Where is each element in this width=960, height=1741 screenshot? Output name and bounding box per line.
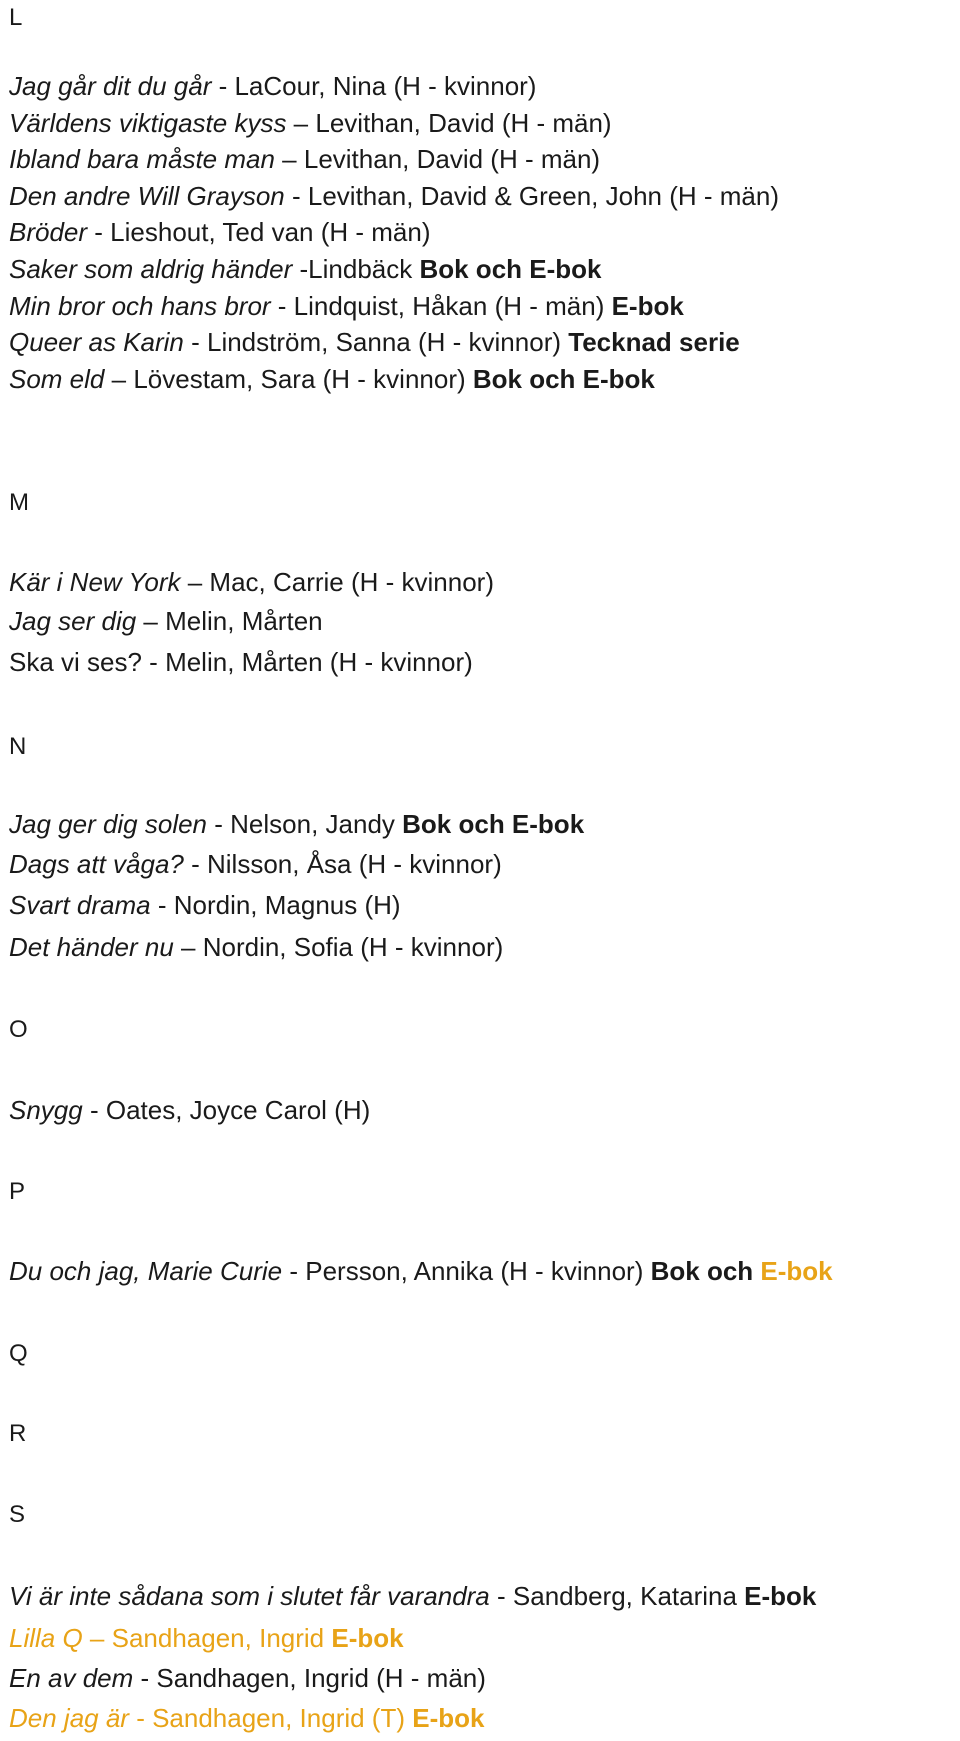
- format-label: E-bok: [412, 1703, 485, 1733]
- list-item: [9, 566, 494, 598]
- author: Nordin, Magnus (H): [173, 890, 401, 920]
- list-item: [9, 216, 431, 248]
- book-title: Den jag är: [9, 1703, 129, 1733]
- book-title: Jag går dit du går: [9, 71, 212, 101]
- separator: -: [183, 327, 207, 357]
- author: Lindström, Sanna (H - kvinnor): [206, 327, 562, 357]
- section-heading-r: R: [9, 1420, 27, 1447]
- book-title: Dags att våga?: [9, 849, 184, 879]
- separator: -: [211, 71, 235, 101]
- format-label: Bok och E-bok: [472, 364, 655, 394]
- author: Melin, Mårten (H - kvinnor): [165, 647, 473, 677]
- separator: -: [207, 809, 231, 839]
- book-title: Jag ser dig: [9, 606, 137, 636]
- list-item: [9, 290, 684, 322]
- separator: -: [82, 1095, 106, 1125]
- book-title: Världens viktigaste kyss: [9, 108, 287, 138]
- list-item: [9, 1580, 816, 1612]
- section-heading-m: M: [9, 489, 29, 516]
- list-item: [9, 1662, 486, 1694]
- separator: –: [180, 567, 210, 597]
- format-label: Tecknad serie: [568, 327, 740, 357]
- list-item: [9, 1094, 370, 1126]
- format-label-highlight: E-bok: [760, 1256, 833, 1286]
- separator: –: [104, 364, 134, 394]
- list-item: [9, 931, 503, 963]
- list-item: [9, 646, 473, 678]
- format-label: E-bok: [611, 291, 684, 321]
- separator: –: [82, 1623, 112, 1653]
- format-label: Bok och: [650, 1256, 754, 1286]
- separator: -: [150, 890, 174, 920]
- separator: –: [274, 144, 304, 174]
- separator: -: [128, 1703, 153, 1733]
- author: LaCour, Nina (H - kvinnor): [234, 71, 537, 101]
- author: Levithan, David (H - män): [303, 144, 601, 174]
- list-item: [9, 889, 401, 921]
- list-item: [9, 848, 502, 880]
- section-heading-q: Q: [9, 1340, 28, 1367]
- book-title: Min bror och hans bror: [9, 291, 271, 321]
- separator: -: [141, 647, 166, 677]
- book-title: Svart drama: [9, 890, 151, 920]
- section-heading-s: S: [9, 1501, 26, 1528]
- format-label: Bok och E-bok: [419, 254, 602, 284]
- list-item: [9, 253, 601, 285]
- author: Sandhagen, Ingrid (T): [152, 1703, 406, 1733]
- separator: -: [282, 1256, 306, 1286]
- separator: -: [489, 1581, 513, 1611]
- format-label: Bok och E-bok: [402, 809, 585, 839]
- list-item-highlighted: [9, 1702, 484, 1734]
- book-title: Den andre Will Grayson: [9, 181, 285, 211]
- author: Lieshout, Ted van (H - män): [110, 217, 431, 247]
- list-item: [9, 605, 323, 637]
- separator: -: [133, 1663, 157, 1693]
- book-title: Som eld: [9, 364, 105, 394]
- author: Sandhagen, Ingrid: [111, 1623, 325, 1653]
- list-item: [9, 363, 655, 395]
- book-title: Lilla Q: [9, 1623, 83, 1653]
- separator: -: [292, 254, 309, 284]
- book-title: Queer as Karin: [9, 327, 184, 357]
- separator: -: [87, 217, 111, 247]
- list-item-highlighted: [9, 1622, 404, 1654]
- separator: –: [173, 932, 203, 962]
- author: Persson, Annika (H - kvinnor): [305, 1256, 644, 1286]
- author: Nordin, Sofia (H - kvinnor): [202, 932, 504, 962]
- list-item: [9, 70, 536, 102]
- list-item: [9, 808, 584, 840]
- book-title: Bröder: [9, 217, 88, 247]
- author: Sandhagen, Ingrid (H - män): [156, 1663, 486, 1693]
- book-title: Snygg: [9, 1095, 83, 1125]
- book-title: En av dem: [9, 1663, 134, 1693]
- format-label: E-bok: [331, 1623, 404, 1653]
- format-label: E-bok: [744, 1581, 817, 1611]
- author: Oates, Joyce Carol (H): [105, 1095, 371, 1125]
- list-item: [9, 180, 779, 212]
- list-item: [9, 1255, 833, 1287]
- book-title: Jag ger dig solen: [9, 809, 208, 839]
- author: Lindquist, Håkan (H - män): [293, 291, 605, 321]
- list-item: [9, 326, 740, 358]
- book-title: Du och jag, Marie Curie: [9, 1256, 283, 1286]
- section-heading-l: L: [9, 4, 23, 31]
- section-heading-o: O: [9, 1016, 28, 1043]
- author: Nelson, Jandy: [230, 809, 395, 839]
- author: Levithan, David & Green, John (H - män): [307, 181, 779, 211]
- book-title: Ibland bara måste man: [9, 144, 275, 174]
- author: Melin, Mårten: [165, 606, 323, 636]
- separator: -: [270, 291, 294, 321]
- author: Nilsson, Åsa (H - kvinnor): [207, 849, 502, 879]
- author: Mac, Carrie (H - kvinnor): [209, 567, 494, 597]
- book-title: Kär i New York: [9, 567, 181, 597]
- book-title: Ska vi ses?: [9, 647, 142, 677]
- author: Sandberg, Katarina: [512, 1581, 737, 1611]
- book-title: Saker som aldrig händer: [9, 254, 293, 284]
- book-title: Vi är inte sådana som i slutet får varandra: [9, 1581, 490, 1611]
- separator: –: [286, 108, 316, 138]
- author: Lindbäck: [308, 254, 413, 284]
- list-item: [9, 143, 600, 175]
- separator: -: [183, 849, 207, 879]
- list-item: [9, 107, 612, 139]
- section-heading-n: N: [9, 733, 27, 760]
- book-title: Det händer nu: [9, 932, 174, 962]
- separator: –: [136, 606, 166, 636]
- author: Levithan, David (H - män): [315, 108, 612, 138]
- section-heading-p: P: [9, 1178, 26, 1205]
- separator: -: [284, 181, 308, 211]
- author: Lövestam, Sara (H - kvinnor): [133, 364, 466, 394]
